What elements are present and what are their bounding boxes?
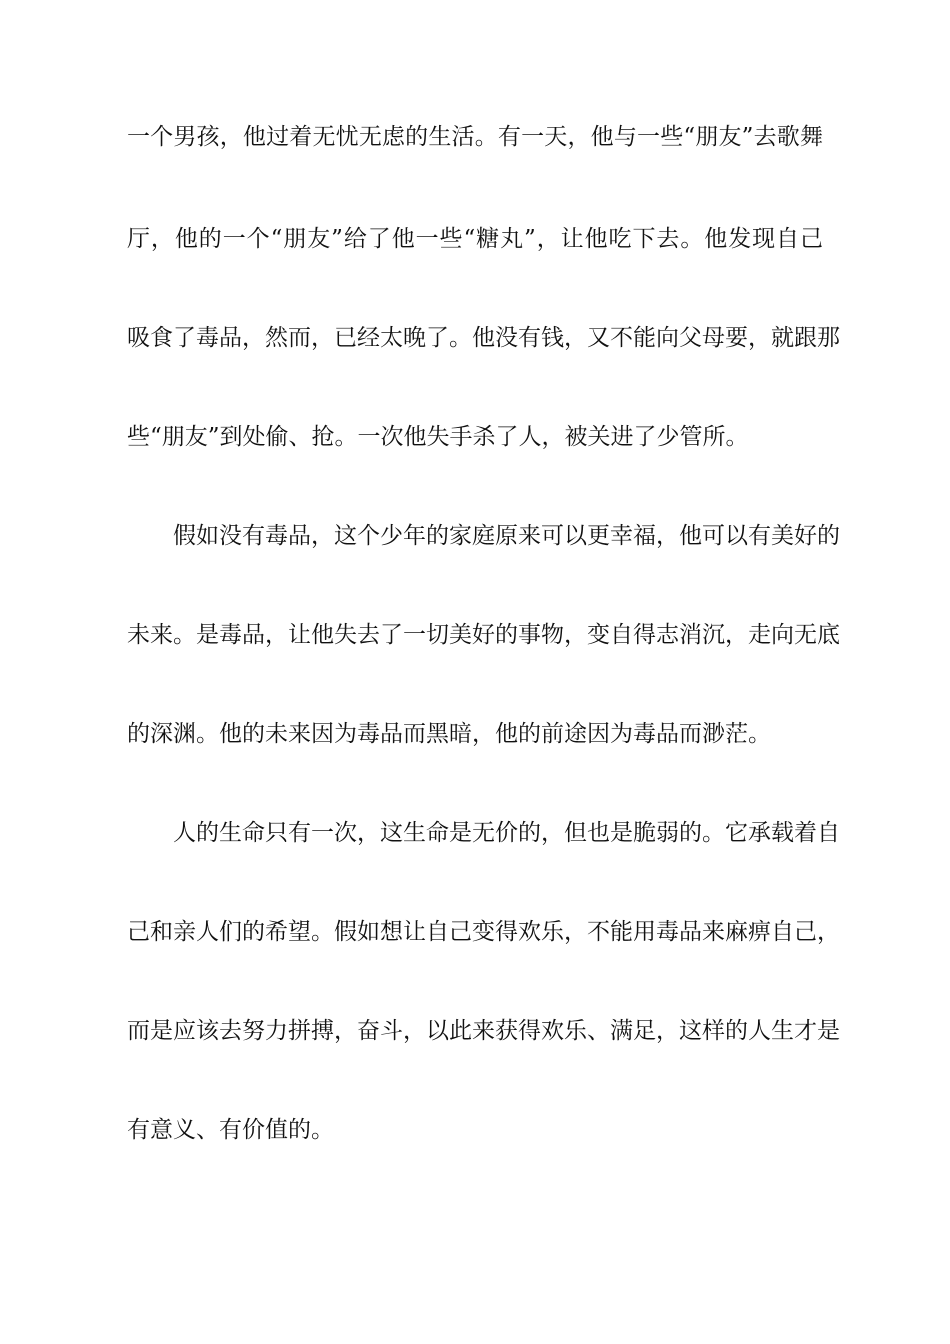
paragraph-first-line: 人的生命只有一次，这生命是无价的，但也是脆弱的。它承载着自	[173, 820, 840, 846]
text-line: 厅，他的一个“朋友”给了他一些“糖丸”，让他吃下去。他发现自己	[127, 226, 823, 252]
text-line: 些“朋友”到处偷、抢。一次他失手杀了人，被关进了少管所。	[127, 424, 749, 450]
text-line: 而是应该去努力拼搏，奋斗，以此来获得欢乐、满足，这样的人生才是	[127, 1018, 840, 1044]
text-line: 一个男孩，他过着无忧无虑的生活。有一天，他与一些“朋友”去歌舞	[127, 124, 823, 150]
text-line: 有意义、有价值的。	[127, 1117, 334, 1143]
text-line: 吸食了毒品，然而，已经太晚了。他没有钱，又不能向父母要，就跟那	[127, 325, 840, 351]
paragraph-first-line: 假如没有毒品，这个少年的家庭原来可以更幸福，他可以有美好的	[173, 523, 840, 549]
text-line: 己和亲人们的希望。假如想让自己变得欢乐，不能用毒品来麻痹自己，	[127, 919, 840, 945]
text-line: 的深渊。他的未来因为毒品而黑暗，他的前途因为毒品而渺茫。	[127, 721, 771, 747]
text-line: 未来。是毒品，让他失去了一切美好的事物，变自得志消沉，走向无底	[127, 622, 840, 648]
